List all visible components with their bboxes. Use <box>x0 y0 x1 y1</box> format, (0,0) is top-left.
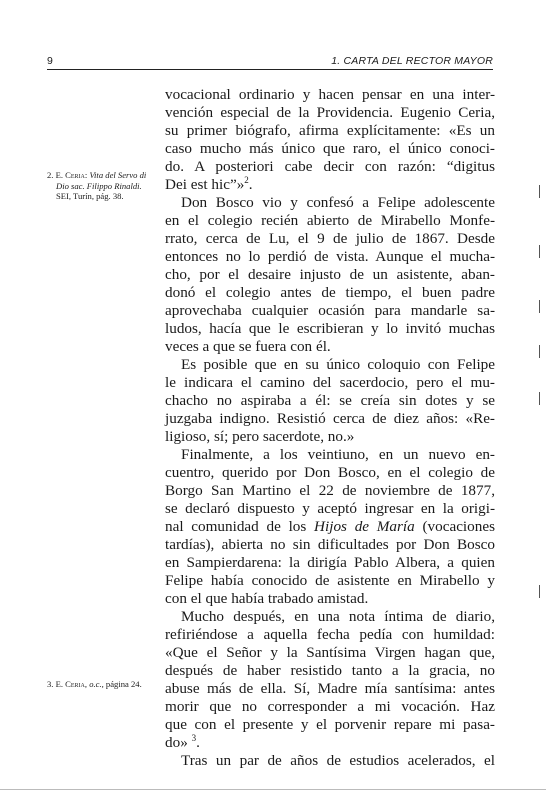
note-title: Vita del Servo di Dio sac. Filippo Rinaldi. <box>56 170 147 191</box>
footnote-ref: 2 <box>244 174 249 185</box>
text-line: vención especial de la Providencia. Eugenio Ceria, <box>165 104 495 121</box>
footnote-ref: 3 <box>191 732 197 743</box>
text-run: nal comunidad de los <box>165 518 315 535</box>
text-line: Felipe había conocido de asistente en Mirabello y <box>165 572 495 589</box>
text-line: ludos, hacía que le escribieran y lo invitó muchas <box>165 320 495 337</box>
text-line: Finalmente, a los veintiuno, en un nuevo en- <box>181 446 495 463</box>
margin-mark <box>539 392 540 405</box>
text-line: refiriéndose a aquella fecha pedía con humildad: <box>165 626 495 643</box>
note-rest: página 24. <box>105 679 142 689</box>
text-line: ligioso, sí; pero sacerdote, no.» <box>165 428 355 445</box>
text-line: tardías), abierta no sin dificultades por Don Bosco <box>165 536 495 553</box>
text-line: juzgaba indigno. Resistió cerca de diez años: «Re- <box>165 410 495 427</box>
text-line: que con el presente y el porvenir repare mi pasa- <box>165 716 495 733</box>
text-line: Tras un par de años de estudios acelerados, el <box>181 752 495 769</box>
text-line: caso mucho más único que raro, el único conoci- <box>165 140 495 157</box>
note-author: E. Ceria, <box>55 679 88 689</box>
text-line: Mucho después, en una nota íntima de diario, <box>181 608 495 625</box>
margin-mark <box>539 345 540 358</box>
text-line: do. A posteriori cabe decir con razón: “digitus <box>165 158 495 175</box>
text-run: (vocaciones <box>414 518 495 535</box>
note-author: E. Ceria: <box>55 170 88 180</box>
note-title: o.c., <box>89 679 104 689</box>
running-head: 1. CARTA DEL RECTOR MAYOR <box>331 55 493 67</box>
text-line: en Sampierdarena: la dirigía Pablo Albera, a quien <box>165 554 495 571</box>
margin-mark <box>539 245 540 258</box>
margin-note-3 <box>47 679 151 690</box>
note-number: 2. <box>47 170 54 180</box>
text-line: su primer biógrafo, afirma explícitamente: «Es un <box>165 122 495 139</box>
text-line: cuentro, querido por Don Bosco, en el colegio de <box>165 464 495 481</box>
note-rest: SEI, Turín, pág. 38. <box>56 191 124 201</box>
text-line: se declaró dispuesto y aceptó ingresar en la origi- <box>165 500 495 517</box>
text-line: entonces no lo perdió de vista. Aunque el mucha- <box>165 248 495 265</box>
header-rule <box>47 69 493 70</box>
text-line: vocacional ordinario y hacen pensar en una inter- <box>165 86 495 103</box>
text-line: con el que había trabado amistad. <box>165 590 369 607</box>
text-line: chacho no aspiraba a él: se creía sin dotes y se <box>165 392 495 409</box>
text-line: Borgo San Martino el 22 de noviembre de 1877, <box>165 482 495 499</box>
text-line: «Que el Señor y la Santísima Virgen hagan que, <box>165 644 495 661</box>
margin-mark <box>539 585 540 598</box>
text-line: aprovechaba cualquier ocasión para mandarle sa- <box>165 302 495 319</box>
bottom-rule <box>0 789 546 790</box>
margin-mark <box>539 185 540 198</box>
text-line: do» $^3$. <box>165 732 200 751</box>
margin-mark <box>539 300 540 313</box>
text-line: morir que no corresponder a mi vocación. Haz <box>165 698 495 715</box>
text-line: le indicara el camino del sacerdocio, pero el mu- <box>165 374 495 391</box>
text-line: rrato, cerca de Lu, el 9 de julio de 1867. Desde <box>165 230 495 247</box>
text-run: do» <box>165 734 188 751</box>
text-line: Dei est hic”»$^2$. <box>165 174 253 193</box>
text-run: Dei est hic”» <box>165 176 245 193</box>
note-text <box>47 679 151 690</box>
note-number: 3. <box>47 679 54 689</box>
text-line: abuse más de ella. Sí, Madre mía santísima: antes <box>165 680 495 697</box>
main-text <box>165 86 495 770</box>
text-line: Es posible que en su único coloquio con Felipe <box>181 356 495 373</box>
text-line <box>165 518 495 536</box>
text-line: cho, por el desaire injusto de un asistente, aban- <box>165 266 495 283</box>
note-text <box>47 170 151 202</box>
text-line: en el colegio recién abierto de Mirabello Monfe- <box>165 212 495 229</box>
margin-note-2 <box>47 170 151 202</box>
text-line: veces a que se fuera con él. <box>165 338 331 355</box>
text-line: después de haber resistido tanto a la gracia, no <box>165 662 495 679</box>
page-number: 9 <box>47 55 53 67</box>
italic-title: Hijos de María <box>314 518 415 535</box>
page-header <box>47 55 493 69</box>
text-line: Don Bosco vio y confesó a Felipe adolescente <box>181 194 495 211</box>
text-line: donó el colegio antes de tiempo, el buen padre <box>165 284 495 301</box>
